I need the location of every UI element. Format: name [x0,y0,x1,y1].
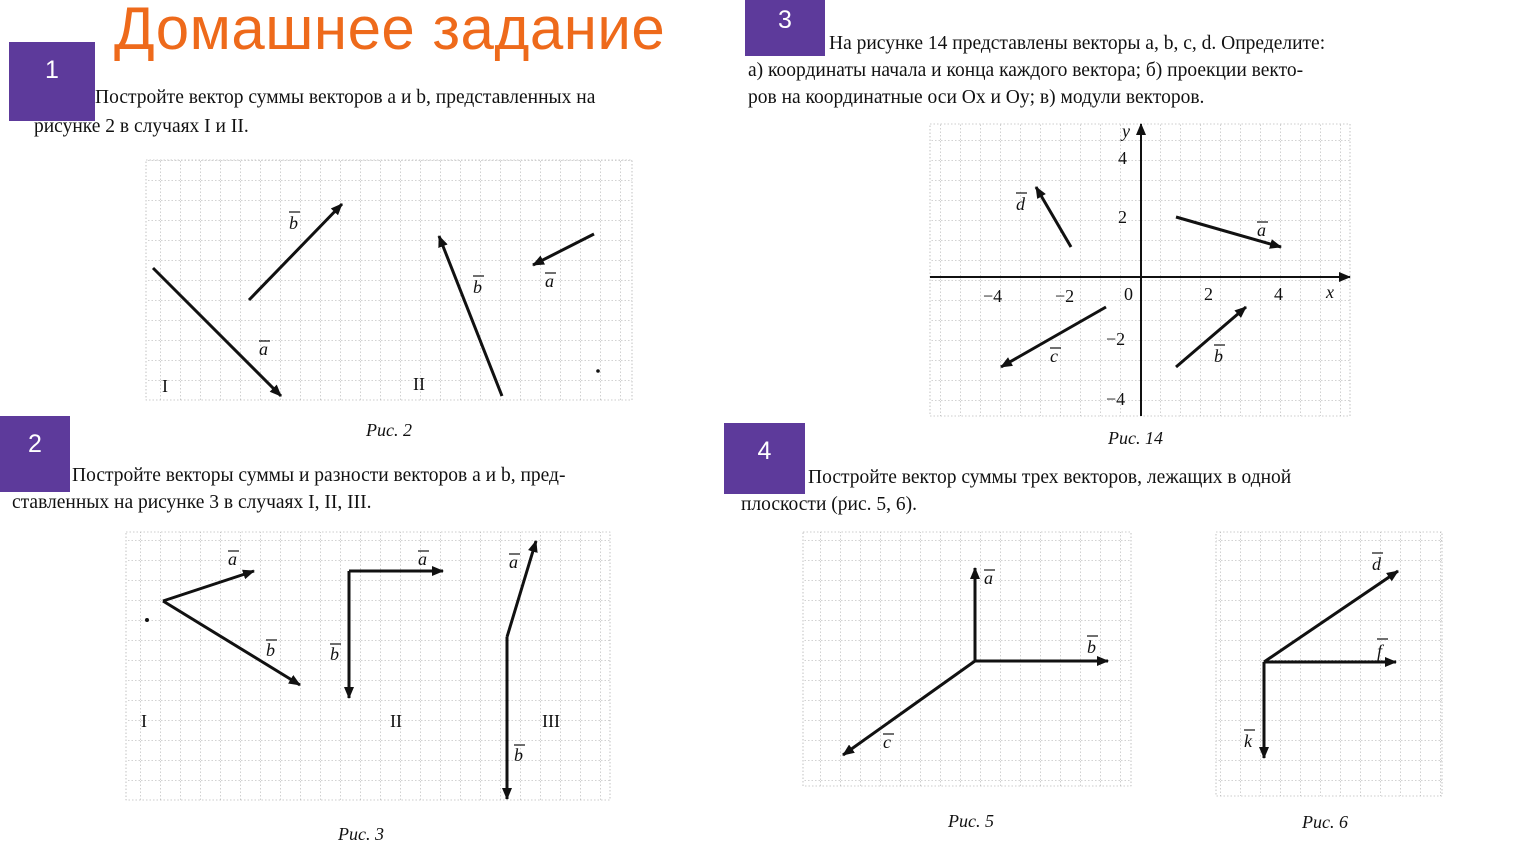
fig3-case-2: II [390,711,402,731]
figure-6 [1216,532,1442,796]
task-4-line-1: Постройте вектор суммы трех векторов, лежащих в одной [808,467,1292,488]
fig5-label-a: a [984,568,993,588]
fig2-label-b1: b [289,213,298,233]
task-1-line-2: рисунке 2 в случаях I и II. [34,116,249,137]
fig2-label-a1: a [259,339,268,359]
fig14-label-a: a [1257,220,1266,240]
fig14-label-b: b [1214,346,1223,366]
task-4-line-2: плоскости (рис. 5, 6). [741,494,917,515]
caption-fig-3: Рис. 3 [338,824,384,844]
fig14-xtick-1: −2 [1055,286,1075,306]
fig3-label-b3: b [514,745,523,765]
fig6-label-f: f [1377,641,1383,661]
figure-5 [803,532,1131,786]
fig14-label-c: c [1050,346,1058,366]
fig3-label-a2: a [418,549,427,569]
page-title: Домашнее задание [114,0,666,62]
fig14-xtick-3: 4 [1274,284,1283,304]
task-badge-1: 1 [9,42,95,121]
caption-fig-5: Рис. 5 [948,811,994,831]
caption-fig-14: Рис. 14 [1108,428,1163,448]
task-2-line-1: Постройте векторы суммы и разности векторов a и b, пред- [72,465,566,486]
task-3-line-1: На рисунке 14 представлены векторы a, b, c, d. Определите: [829,33,1326,54]
fig3-label-b1: b [266,640,275,660]
fig5-label-c: c [883,732,891,752]
fig2-label-a2: a [545,271,554,291]
fig3-label-a3: a [509,552,518,572]
task-badge-4: 4 [724,423,805,494]
fig3-case-1: I [141,711,147,731]
fig5-label-b: b [1087,637,1096,657]
fig3-label-a1: a [228,549,237,569]
fig2-case-1: I [162,376,168,396]
task-2-line-2: ставленных на рисунке 3 в случаях I, II, III. [12,492,372,513]
fig3-label-b2: b [330,644,339,664]
fig14-label-d: d [1016,194,1025,214]
fig14-y-label: y [1122,121,1130,141]
task-3-line-3: ров на координатные оси Ox и Oy; в) модули векторов. [748,87,1205,108]
fig14-origin: 0 [1124,284,1133,304]
fig14-ytick-1: 2 [1118,207,1127,227]
fig14-xtick-0: −4 [983,286,1003,306]
caption-fig-6: Рис. 6 [1302,812,1348,832]
caption-fig-2: Рис. 2 [366,420,412,440]
fig14-ytick-2: −2 [1106,329,1126,349]
figure-2 [146,160,632,400]
fig6-label-k: k [1244,731,1252,751]
fig2-label-b2: b [473,277,482,297]
fig14-xtick-2: 2 [1204,284,1213,304]
fig14-ytick-0: 4 [1118,148,1127,168]
fig6-label-d: d [1372,554,1381,574]
task-1-line-1: Постройте вектор суммы векторов a и b, представленных на [95,87,596,108]
task-badge-2: 2 [0,416,70,492]
fig14-x-label: x [1326,282,1334,302]
task-badge-3: 3 [745,0,825,56]
task-3-line-2: а) координаты начала и конца каждого вектора; б) проекции векто- [748,60,1304,81]
figure-3 [126,532,610,800]
fig2-case-2: II [413,374,425,394]
fig3-case-3: III [542,711,560,731]
fig14-ytick-3: −4 [1106,389,1126,409]
figure-14 [930,121,1350,416]
